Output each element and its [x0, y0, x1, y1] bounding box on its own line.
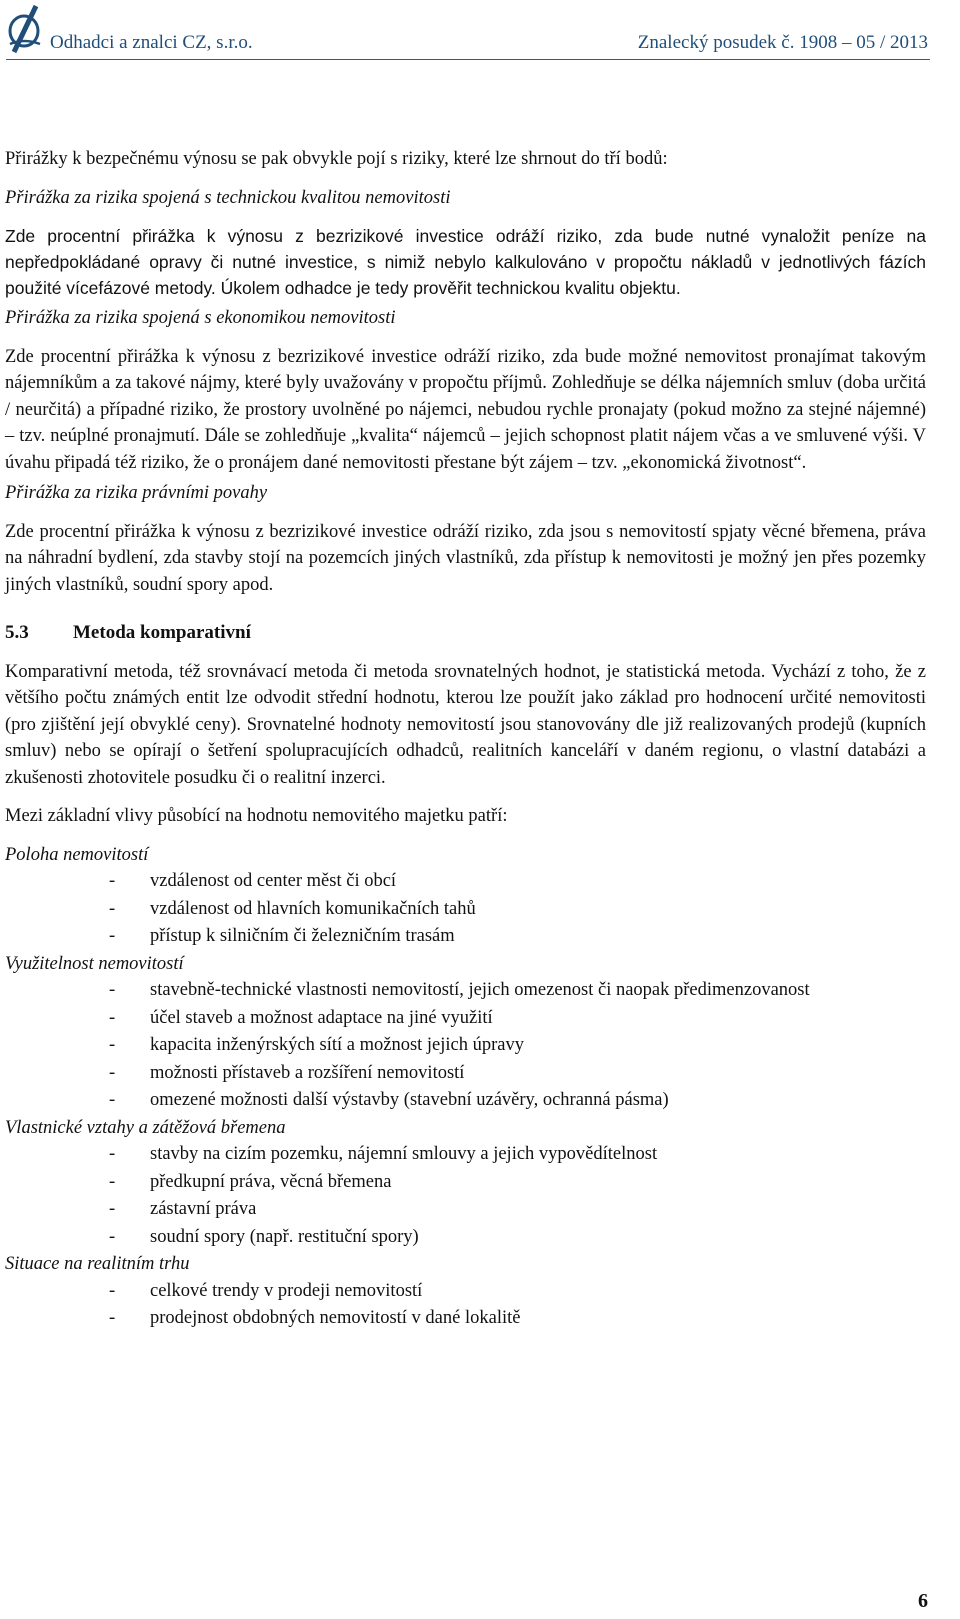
list-item — [5, 1141, 926, 1169]
group-heading: Využitelnost nemovitostí — [5, 953, 184, 974]
economic-risk-paragraph: Zde procentní přirážka k výnosu z bezrizikové investice odráží riziko, zda bude možné nemovitost pronajímat takovým nájemníkům a za takové nájmy, které byly uvažovány v propočtu příjmů. Zohledňuje se délka nájemních smluv (doba určitá / neurčitá) a případné riziko, že prostory uvolněné po nájemci, nebudou rychle pronajaty (pokud možno za stejné nájemné) – tzv. neúplné pronajmutí. Dále se zohledňuje „kvalita“ nájemců – jejich schopnost platit nájem včas a ve smluvené výši. V úvahu připadá též riziko, že o pronájem dané nemovitosti přestane být zájem – tzv. „ekonomická životnost“. — [5, 346, 926, 473]
list-item — [5, 1087, 926, 1115]
list-item-text: omezené možnosti další výstavby (stavební uzávěry, ochranná pásma) — [150, 1090, 669, 1110]
dash-marker: - — [109, 1035, 116, 1055]
list-item — [5, 1005, 926, 1033]
list-item — [5, 1278, 926, 1306]
dash-marker: - — [109, 871, 116, 891]
list-item — [5, 1060, 926, 1088]
document-body — [5, 146, 926, 1333]
list-item — [5, 1196, 926, 1224]
dash-marker: - — [109, 1144, 116, 1164]
intro-paragraph: Přirážky k bezpečnému výnosu se pak obvykle pojí s riziky, které lze shrnout do tří bodů: — [5, 149, 668, 169]
list-item-text: kapacita inženýrských sítí a možnost jejich úpravy — [150, 1035, 524, 1055]
dash-marker: - — [109, 898, 116, 919]
influences-intro: Mezi základní vlivy působící na hodnotu nemovitého majetku patří: — [5, 806, 508, 826]
group-heading: Poloha nemovitostí — [5, 844, 149, 865]
dash-marker: - — [109, 1090, 116, 1110]
list-item — [5, 1305, 926, 1333]
dash-marker: - — [109, 926, 116, 946]
economic-risk-heading: Přirážka za rizika spojená s ekonomikou nemovitosti — [5, 308, 396, 328]
bullet-list — [5, 977, 926, 1115]
list-item — [5, 1032, 926, 1060]
header-company-name: Odhadci a znalci CZ, s.r.o. — [50, 32, 253, 53]
group-heading: Vlastnické vztahy a zátěžová břemena — [5, 1117, 286, 1138]
dash-marker: - — [109, 1171, 116, 1192]
group-heading: Situace na realitním trhu — [5, 1254, 190, 1274]
list-item-text: vzdálenost od hlavních komunikačních tahů — [150, 898, 476, 919]
list-item-text: zástavní práva — [150, 1199, 257, 1219]
header-report-id: Znalecký posudek č. 1908 – 05 / 2013 — [637, 32, 928, 53]
tech-risk-heading: Přirážka za rizika spojená s technickou kvalitou nemovitosti — [5, 187, 451, 208]
list-item — [5, 1169, 926, 1197]
comparative-paragraph: Komparativní metoda, též srovnávací metoda či metoda srovnatelných hodnot, je statistická metoda. Vychází z toho, že z většího počtu známých entit lze odvodit střední hodnotu, kterou lze použít jako základ pro hodnocení určité nemovitosti (pro zjištění její obvyklé ceny). Srovnatelné hodnoty nemovitostí jsou stanovovány dle již realizovaných prodejů (kupních smluv) nebo se opírají o šetření spolupracujících odhadců, realitních kanceláří v daném regionu, o vlastní databázi a zkušenosti zhotovitele posudku či o realitní inzerci. — [5, 661, 926, 788]
list-item-text: účel staveb a možnost adaptace na jiné využití — [150, 1007, 493, 1028]
page-number: 6 — [918, 1590, 928, 1612]
dash-marker: - — [109, 1280, 116, 1301]
section-heading — [5, 620, 926, 647]
bullet-list — [5, 1141, 926, 1251]
dash-marker: - — [109, 1226, 116, 1247]
dash-marker: - — [109, 980, 116, 1000]
page-header — [0, 0, 960, 62]
list-item-text: celkové trendy v prodeji nemovitostí — [150, 1280, 423, 1301]
dash-marker: - — [109, 1199, 116, 1219]
section-title: Metoda komparativní — [73, 622, 251, 643]
list-item — [5, 977, 926, 1005]
header-divider — [6, 59, 930, 60]
list-item — [5, 868, 926, 896]
list-item — [5, 896, 926, 924]
legal-risk-paragraph: Zde procentní přirážka k výnosu z bezrizikové investice odráží riziko, zda jsou s nemovitostí spjaty věcné břemena, práva na náhradní bydlení, zda stavby stojí na pozemcích jiných vlastníků, zda přístup k nemovitosti je možný jen přes pozemky jiných vlastníků, soudní spory apod. — [5, 521, 926, 595]
dash-marker: - — [109, 1308, 116, 1328]
bullet-list — [5, 1278, 926, 1333]
section-number: 5.3 — [5, 622, 29, 643]
list-item — [5, 923, 926, 951]
dash-marker: - — [109, 1062, 116, 1083]
list-item-text: stavebně-technické vlastnosti nemovitostí, jejich omezenost či naopak předimenzovanost — [150, 980, 810, 1000]
list-item — [5, 1224, 926, 1252]
legal-risk-heading: Přirážka za rizika právními povahy — [5, 483, 268, 503]
tech-risk-paragraph: Zde procentní přirážka k výnosu z bezrizikové investice odráží riziko, zda bude nutné vynaložit peníze na nepředpokládané opravy či nutné investice, s nimiž nebylo kalkulováno v propočtu nákladů v jednotlivých fázích použité vícefázové metody. Úkolem odhadce je tedy prověřit technickou kvalitu objektu. — [5, 226, 926, 298]
company-logo-icon — [6, 4, 42, 54]
bullet-list — [5, 868, 926, 951]
list-item-text: prodejnost obdobných nemovitostí v dané lokalitě — [150, 1308, 521, 1328]
list-item-text: předkupní práva, věcná břemena — [150, 1171, 392, 1192]
list-item-text: vzdálenost od center měst či obcí — [150, 871, 397, 891]
list-item-text: soudní spory (např. restituční spory) — [150, 1226, 419, 1247]
list-item-text: možnosti přístaveb a rozšíření nemovitostí — [150, 1062, 465, 1083]
list-item-text: stavby na cizím pozemku, nájemní smlouvy a jejich vypovědítelnost — [150, 1144, 658, 1164]
list-item-text: přístup k silničním či železničním trasám — [150, 926, 455, 946]
dash-marker: - — [109, 1007, 116, 1028]
